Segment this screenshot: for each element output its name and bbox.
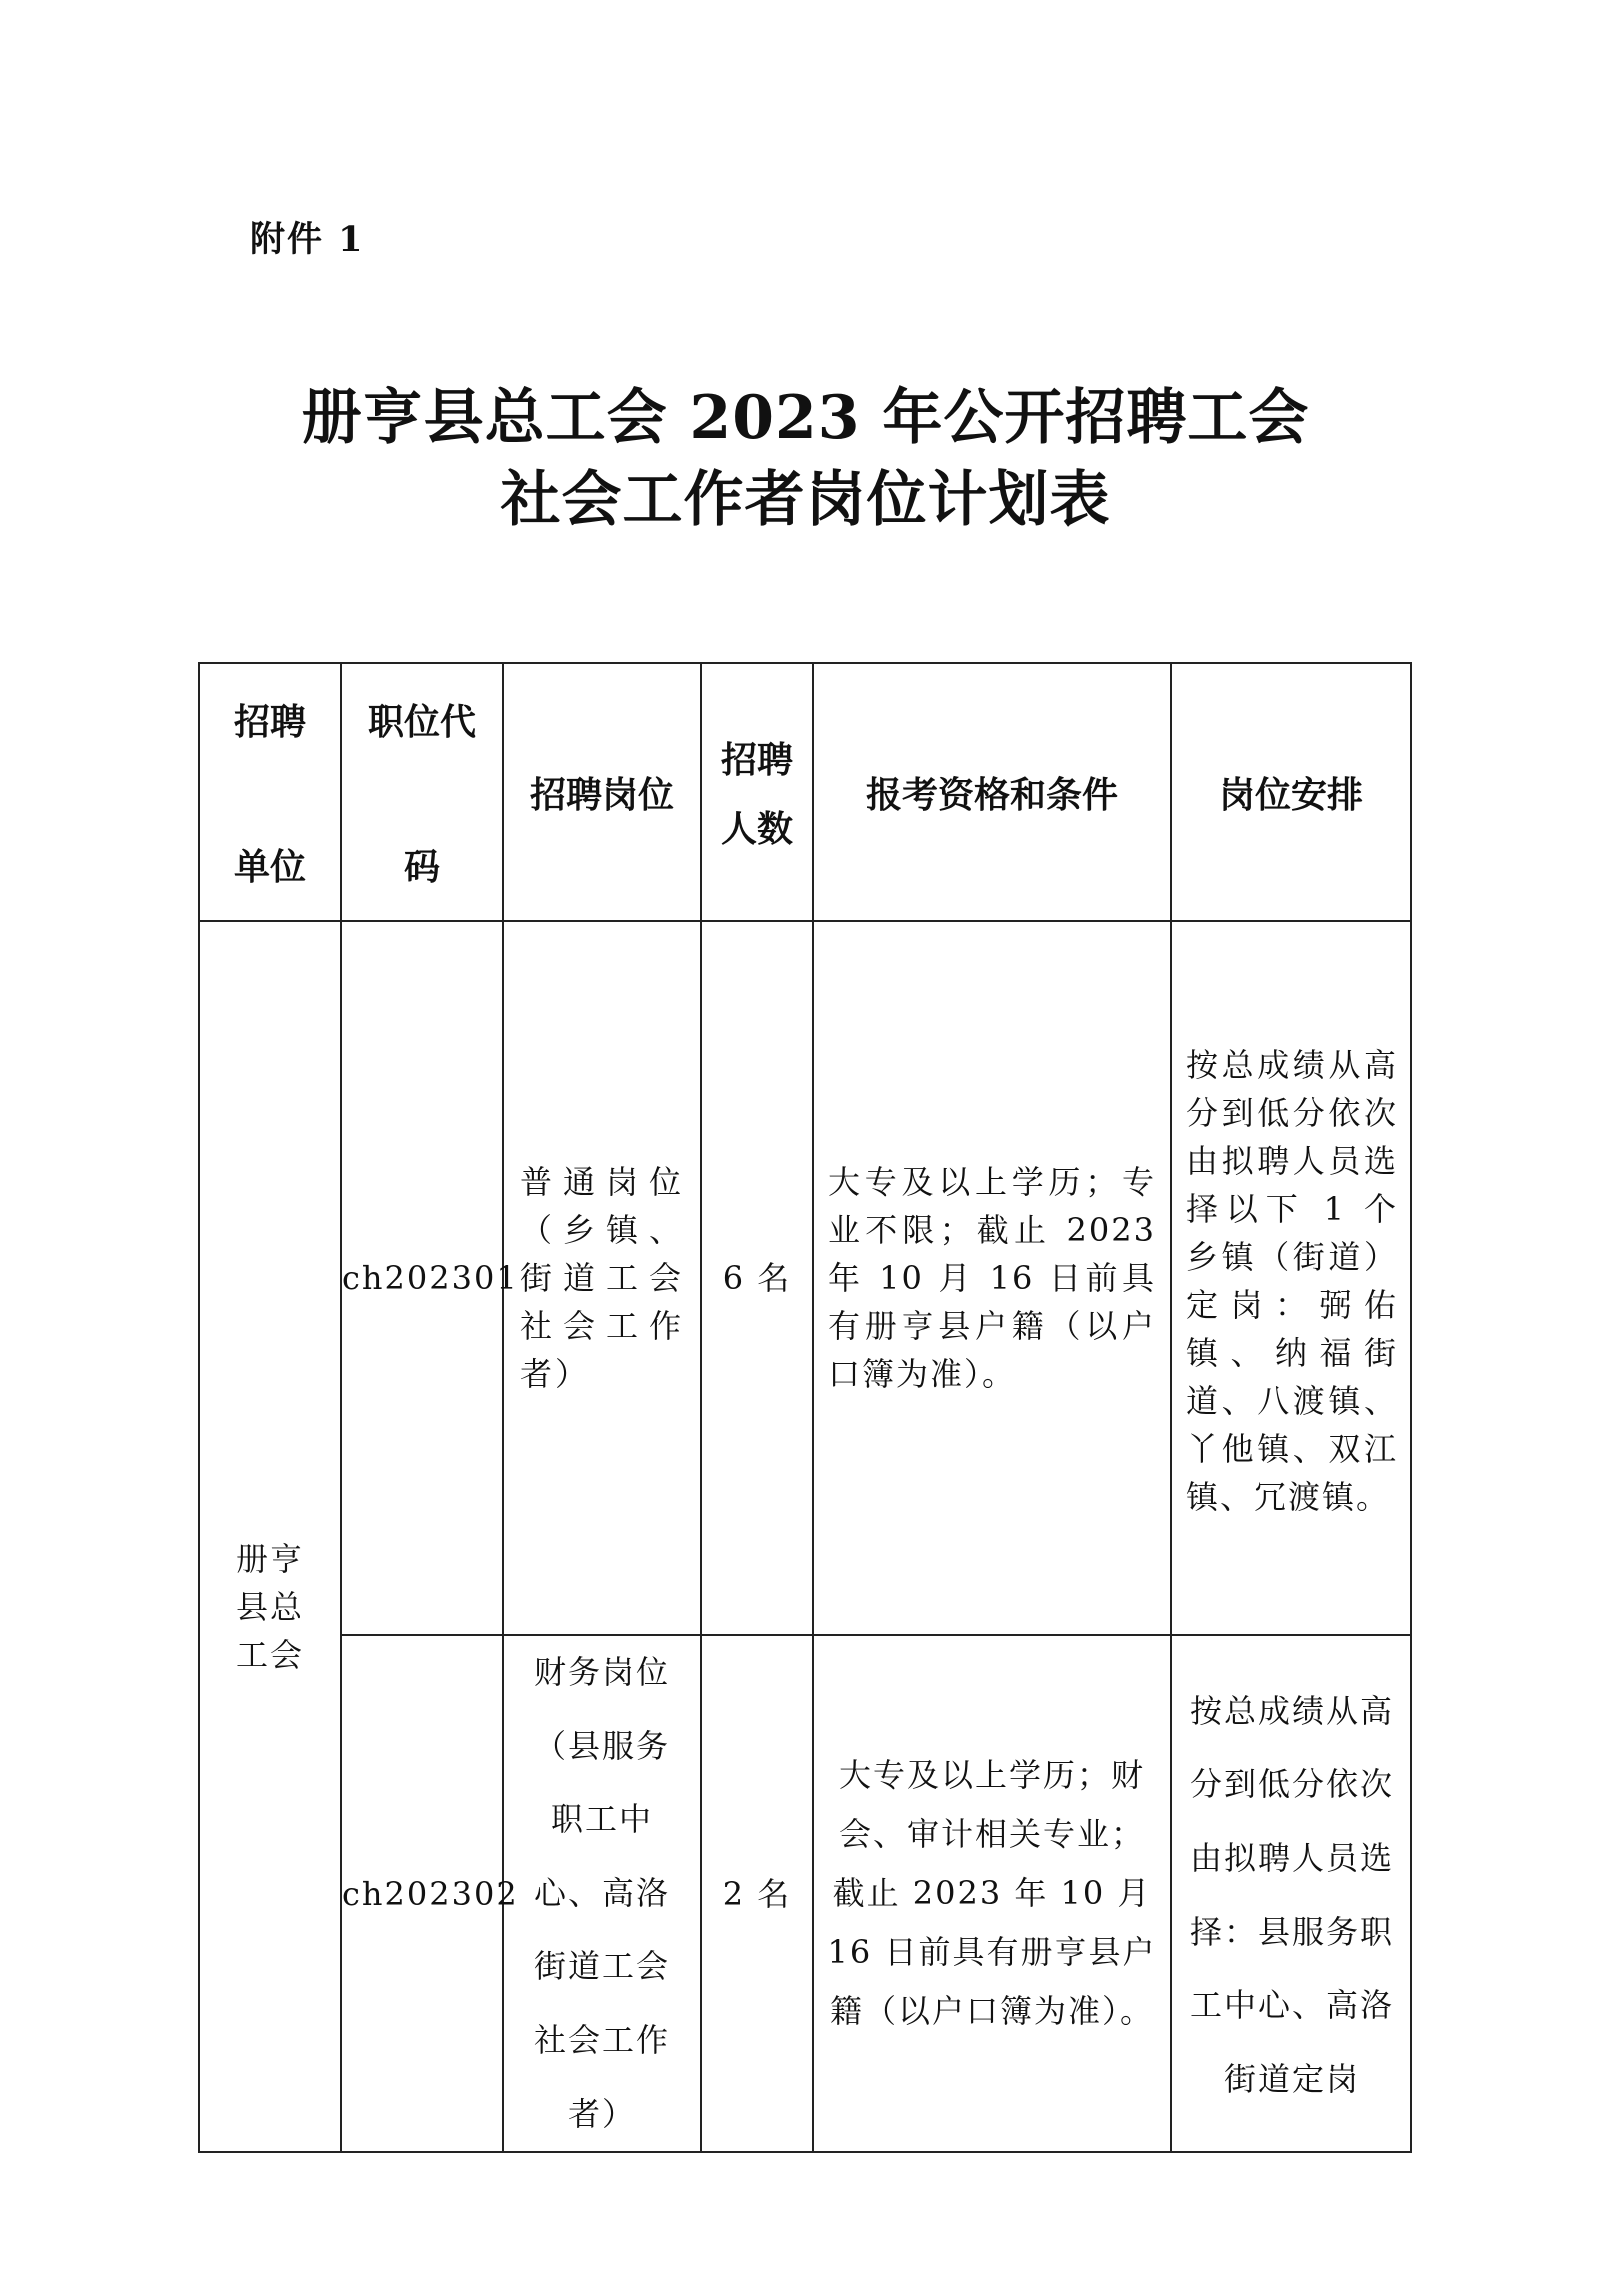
arrangement-cell [1171,1635,1411,2152]
header-code [341,663,503,921]
position-cell [503,1635,701,2152]
table-header-row [199,663,1411,921]
document-title-line2: 社会工作者岗位计划表 [500,465,1111,535]
requirements-text: 大专及以上学历；财会、审计相关专业；截止 2023 年 10 月 16 日前具有册亨县户籍（以户口簿为准）。 [827,1755,1157,2031]
header-arrangement: 岗位安排 [1171,663,1411,921]
header-count-line1: 招聘 [720,739,793,781]
header-position: 招聘岗位 [503,663,701,921]
code-cell: ch202301 [341,921,503,1635]
unit-cell [199,921,341,2152]
header-code-line2: 码 [403,846,440,888]
header-unit-line1: 招聘 [233,701,306,743]
arrangement-cell [1171,921,1411,1635]
unit-text: 册亨县总工会 [235,1539,304,1674]
header-unit [199,663,341,921]
header-code-line1: 职位代 [367,701,476,743]
recruitment-plan-table [198,662,1412,2153]
document-title-line1: 册亨县总工会 2023 年公开招聘工会 [301,383,1310,453]
position-cell [503,921,701,1635]
code-cell: ch202302 [341,1635,503,2152]
count-cell: 2 名 [701,1635,813,2152]
arrangement-text: 按总成绩从高分到低分依次由拟聘人员选择：县服务职工中心、高洛街道定岗 [1189,1691,1394,2098]
requirements-cell [813,1635,1171,2152]
position-text: 财务岗位（县服务职工中心、高洛街道工会社会工作者） [533,1653,670,2133]
header-count-line2: 人数 [720,808,793,850]
table-row [199,921,1411,1635]
requirements-text: 大专及以上学历；专业不限；截止 2023 年 10 月 16 日前具有册亨县户籍（以户口簿为准）。 [828,1163,1156,1393]
arrangement-text: 按总成绩从高分到低分依次由拟聘人员选择以下 1 个乡镇（街道）定岗：弼佑镇、纳福街道、八渡镇、丫他镇、双江镇、冗渡镇。 [1186,1046,1398,1516]
requirements-cell [813,921,1171,1635]
position-text: 普通岗位（乡镇、街道工会社会工作者） [520,1163,684,1393]
count-cell: 6 名 [701,921,813,1635]
attachment-label: 附件 1 [250,219,365,260]
table-row [199,1635,1411,2152]
header-requirements: 报考资格和条件 [813,663,1171,921]
header-unit-line2: 单位 [233,846,306,888]
header-count [701,663,813,921]
